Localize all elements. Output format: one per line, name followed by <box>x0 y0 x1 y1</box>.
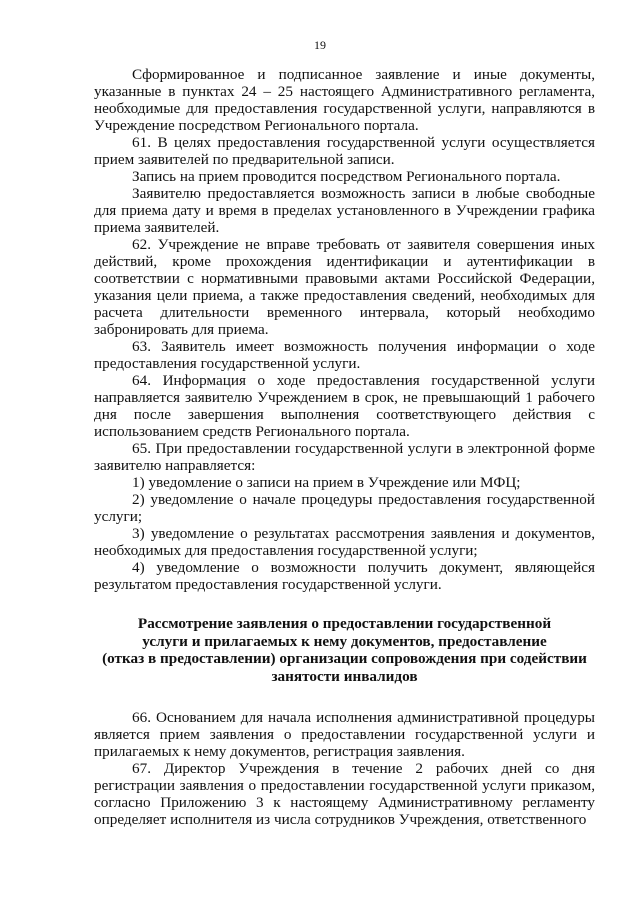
paragraph: Запись на прием проводится посредством Регионального портала. <box>132 168 561 185</box>
section-heading <box>94 615 595 685</box>
page-number: 19 <box>314 38 326 52</box>
list-item: 3) уведомление о результатах рассмотрения заявления и документов, необходимых для предоставления государственной услуги; <box>94 525 595 559</box>
list-item: 4) уведомление о возможности получить документ, являющейся результатом предоставления государственной услуги. <box>94 559 595 593</box>
paragraph-61: 61. В целях предоставления государственной услуги осуществляется прием заявителей по предварительной записи. <box>94 134 595 168</box>
paragraph-63: 63. Заявитель имеет возможность получения информации о ходе предоставления государственной услуги. <box>94 338 595 372</box>
paragraph: Заявителю предоставляется возможность записи в любые свободные для приема дату и время в пределах установленного в Учреждении графика приема заявителей. <box>94 185 595 236</box>
paragraph-65: 65. При предоставлении государственной услуги в электронной форме заявителю направляется: <box>94 440 595 474</box>
list-item: 1) уведомление о записи на прием в Учреждение или МФЦ; <box>132 474 521 491</box>
paragraph: Сформированное и подписанное заявление и иные документы, указанные в пунктах 24 – 25 настоящего Административного регламента, необходимые для предоставления государственной услуги, направляются в Учреждение посредством Регионального портала. <box>94 66 595 134</box>
section-heading-line: (отказ в предоставлении) организации сопровождения при содействии <box>102 650 587 667</box>
section-heading-line: услуги и прилагаемых к нему документов, предоставление <box>142 632 547 650</box>
paragraph-64: 64. Информация о ходе предоставления государственной услуги направляется заявителю Учреждением в срок, не превышающий 1 рабочего дня после завершения выполнения соответствующего действия с использованием средств Регионального портала. <box>94 372 595 440</box>
list-item: 2) уведомление о начале процедуры предоставления государственной услуги; <box>94 491 595 525</box>
paragraph-62: 62. Учреждение не вправе требовать от заявителя совершения иных действий, кроме прохождения идентификации и аутентификации в соответствии с нормативными правовыми актами Российской Федерации, указания цели приема, а также предоставления сведений, необходимых для расчета длительности временного интервала, который необходимо забронировать для приема. <box>94 236 595 338</box>
section-heading-line: Рассмотрение заявления о предоставлении государственной <box>137 615 552 632</box>
paragraph-66: 66. Основанием для начала исполнения административной процедуры является прием заявления о предоставлении государственной услуги и прилагаемых к нему документов, регистрация заявления. <box>94 709 595 760</box>
document-body <box>94 66 595 828</box>
section-heading-line: занятости инвалидов <box>271 667 418 685</box>
paragraph-67: 67. Директор Учреждения в течение 2 рабочих дней со дня регистрации заявления о предоставлении государственной услуги приказом, согласно Приложению 3 к настоящему Административному регламенту определяет исполнителя из числа сотрудников Учреждения, ответственного <box>94 760 595 828</box>
